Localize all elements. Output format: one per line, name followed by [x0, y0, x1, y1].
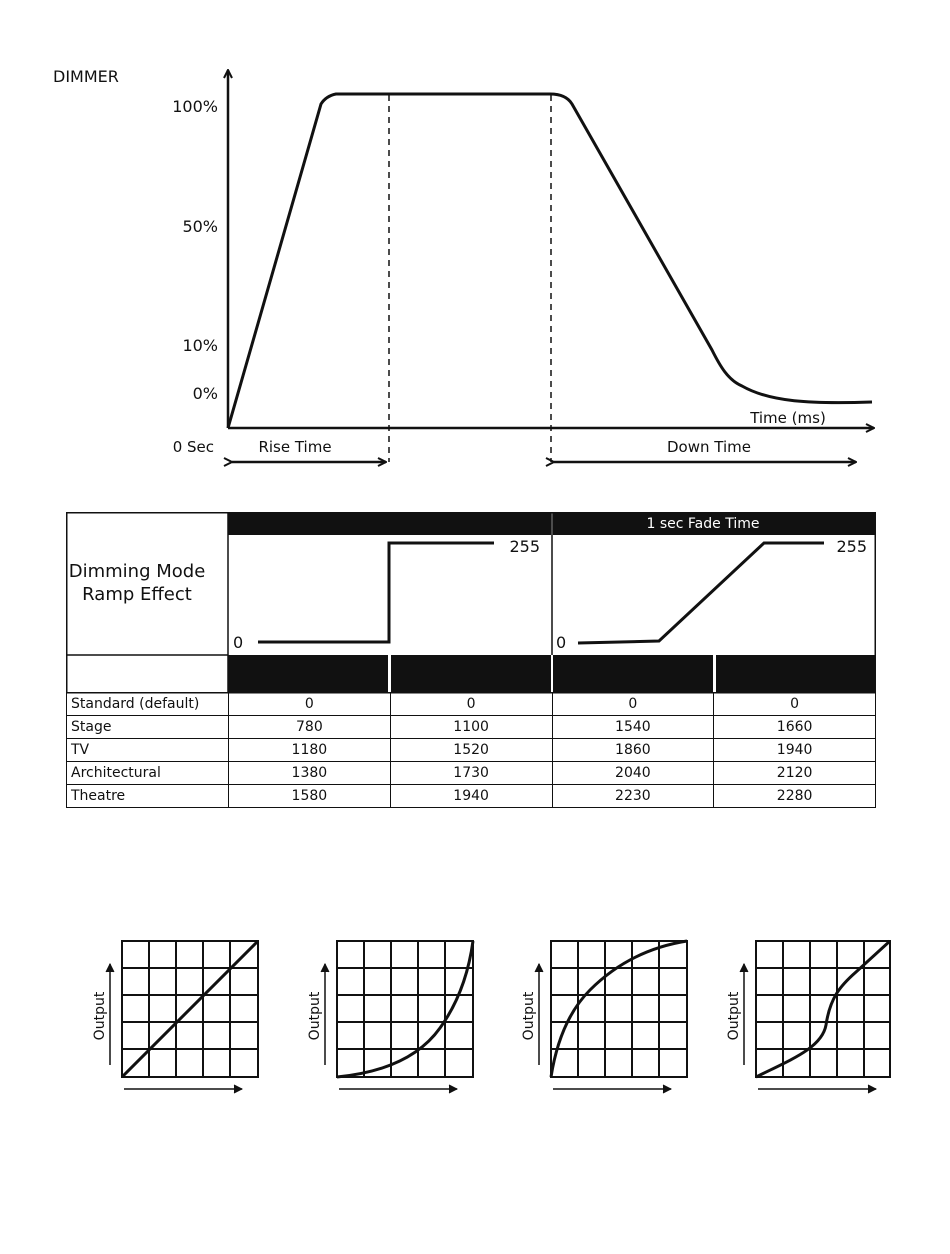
- down-time-label: Down Time: [667, 438, 751, 456]
- value-cell: 0: [552, 693, 714, 716]
- table-row: [67, 693, 876, 716]
- mode-cell: Stage: [67, 716, 229, 739]
- value-cell: 1100: [390, 716, 552, 739]
- value-cell: 1660: [714, 716, 876, 739]
- ramp-heading-line1: Dimming Mode: [68, 561, 206, 582]
- table-row: [67, 716, 876, 739]
- mode-cell: Architectural: [67, 762, 229, 785]
- mode-cell: TV: [67, 739, 229, 762]
- value-cell: 1520: [390, 739, 552, 762]
- fade-graph: [578, 543, 824, 643]
- mode-cell: Standard (default): [67, 693, 229, 716]
- curve-s-curve: [756, 941, 890, 1077]
- dimmer-timing-diagram: [0, 0, 950, 480]
- curve-panel-square: [307, 941, 473, 1089]
- value-cell: 1940: [390, 785, 552, 808]
- value-cell: 1540: [552, 716, 714, 739]
- output-label: Output: [521, 991, 537, 1041]
- step-graph: [258, 543, 494, 642]
- value-cell: 2280: [714, 785, 876, 808]
- y-label-0: 0%: [192, 384, 218, 403]
- output-label: Output: [726, 991, 742, 1041]
- value-cell: 1940: [714, 739, 876, 762]
- value-cell: 1730: [390, 762, 552, 785]
- dimmer-curve: [228, 94, 872, 428]
- value-cell: 1580: [229, 785, 391, 808]
- step-graph-high: 255: [509, 537, 540, 556]
- value-cell: 0: [229, 693, 391, 716]
- value-cell: 0: [390, 693, 552, 716]
- header-bar-left: [228, 512, 551, 535]
- fade-graph-high: 255: [836, 537, 867, 556]
- curve-square: [337, 941, 473, 1077]
- table-row: [67, 762, 876, 785]
- rise-time-label: Rise Time: [258, 438, 332, 456]
- table-row: [67, 785, 876, 808]
- header-right-label: 1 sec Fade Time: [646, 516, 760, 532]
- step-graph-low: 0: [233, 633, 244, 652]
- origin-label: 0 Sec: [172, 438, 214, 456]
- table-row: [67, 739, 876, 762]
- column-header-4: [716, 655, 876, 692]
- value-cell: 1860: [552, 739, 714, 762]
- curve-panel-inverse-square: [521, 941, 687, 1089]
- value-cell: 1180: [229, 739, 391, 762]
- mode-cell: Theatre: [67, 785, 229, 808]
- value-cell: 2230: [552, 785, 714, 808]
- output-label: Output: [92, 991, 108, 1041]
- ramp-heading-line2: Ramp Effect: [82, 584, 192, 605]
- curve-panel-linear: [92, 941, 258, 1089]
- column-header-3: [553, 655, 713, 692]
- output-label: Output: [307, 991, 323, 1041]
- column-header-2: [391, 655, 551, 692]
- y-label-100: 100%: [172, 97, 218, 116]
- value-cell: 780: [229, 716, 391, 739]
- ramp-effect-table: [66, 512, 876, 812]
- dimming-curves: [0, 920, 950, 1110]
- ramp-effect-header: [66, 512, 876, 694]
- diagram-title: DIMMER: [53, 67, 119, 86]
- value-cell: 2120: [714, 762, 876, 785]
- y-label-50: 50%: [182, 217, 218, 236]
- ramp-values-table: [66, 692, 876, 808]
- value-cell: 2040: [552, 762, 714, 785]
- value-cell: 1380: [229, 762, 391, 785]
- curve-panel-s-curve: [726, 941, 890, 1089]
- fade-graph-low: 0: [556, 633, 567, 652]
- curve-inverse-square: [551, 941, 687, 1077]
- y-label-10: 10%: [182, 336, 218, 355]
- curve-linear: [122, 941, 258, 1077]
- x-axis-label: Time (ms): [750, 409, 826, 427]
- column-header-1: [228, 655, 388, 692]
- value-cell: 0: [714, 693, 876, 716]
